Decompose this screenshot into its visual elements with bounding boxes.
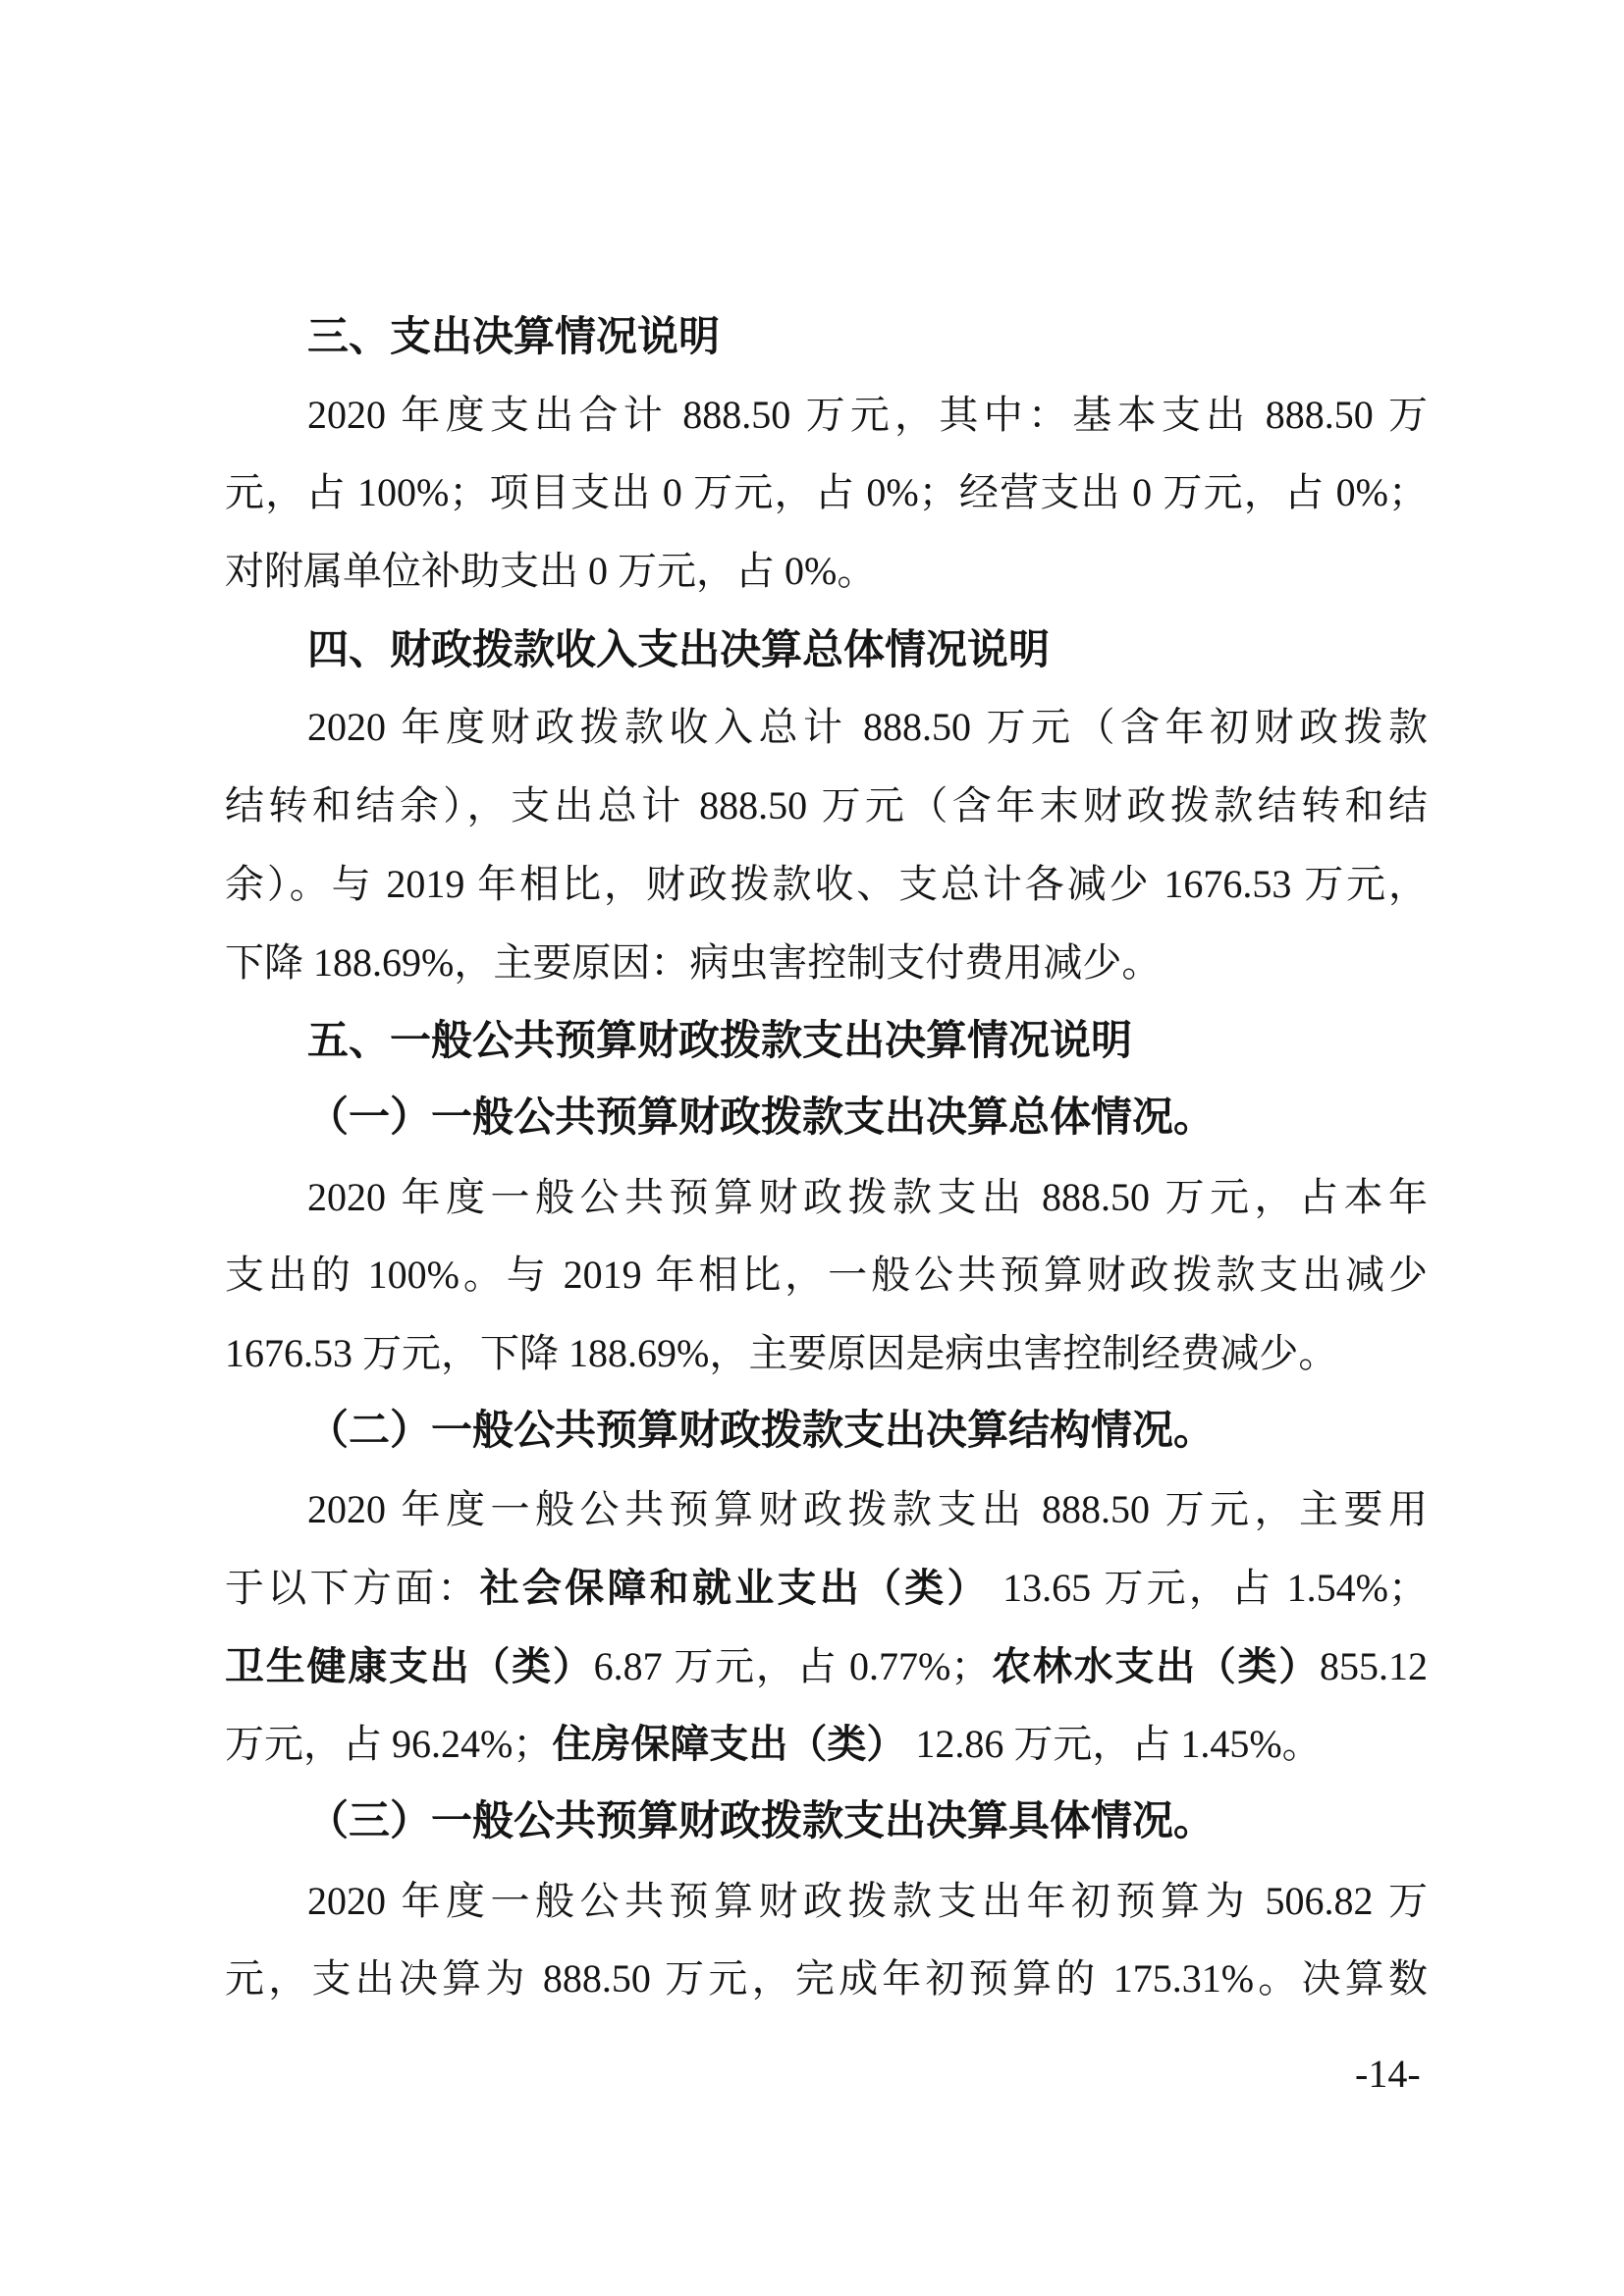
section-heading: 三、支出决算情况说明 xyxy=(307,313,721,359)
body-text-line xyxy=(225,1549,1428,1628)
body-text-line: 余）。与 2019 年相比，财政拨款收、支总计各减少 1676.53 万元， xyxy=(225,861,1428,906)
body-text-line: 2020 年度一般公共预算财政拨款支出 888.50 万元，占本年 xyxy=(307,1174,1428,1219)
bold-term: 社会保障和就业支出（类） xyxy=(479,1566,990,1610)
bold-term: 农林水支出（类） xyxy=(990,1643,1321,1688)
text-segment: 于以下方面： xyxy=(225,1566,480,1610)
subsection-heading: （二）一般公共预算财政拨款支出决算结构情况。 xyxy=(307,1408,1216,1454)
body-text-line: 元，支出决算为 888.50 万元，完成年初预算的 175.31%。决算数 xyxy=(225,1956,1428,2002)
subsection-heading: （三）一般公共预算财政拨款支出决算具体情况。 xyxy=(307,1799,1216,1845)
body-text-line xyxy=(225,1705,1428,1784)
page-number: -14- xyxy=(1355,2052,1421,2096)
body-text-line: 1676.53 万元，下降 188.69%，主要原因是病虫害控制经费减少。 xyxy=(225,1330,1338,1375)
body-text-line: 2020 年度一般公共预算财政拨款支出 888.50 万元，主要用 xyxy=(307,1487,1428,1532)
section-heading: 五、一般公共预算财政拨款支出决算情况说明 xyxy=(307,1017,1133,1064)
body-text-line: 2020 年度一般公共预算财政拨款支出年初预算为 506.82 万 xyxy=(307,1878,1428,1923)
text-segment: 6.87 万元，占 0.77%； xyxy=(593,1643,991,1688)
body-text-line: 结转和结余），支出总计 888.50 万元（含年末财政拨款结转和结 xyxy=(225,783,1428,828)
bold-term: 卫生健康支出（类） xyxy=(225,1643,594,1688)
body-text-line: 支出的 100%。与 2019 年相比，一般公共预算财政拨款支出减少 xyxy=(225,1253,1428,1298)
text-column xyxy=(225,297,1428,2018)
subsection-heading: （一）一般公共预算财政拨款支出决算总体情况。 xyxy=(307,1095,1216,1141)
body-text-line: 对附属单位补助支出 0 万元，占 0%。 xyxy=(225,549,877,594)
text-segment: 12.86 万元，占 1.45%。 xyxy=(905,1722,1322,1767)
text-segment: 13.65 万元，占 1.54%； xyxy=(989,1566,1429,1610)
body-text-line: 2020 年度财政拨款收入总计 888.50 万元（含年初财政拨款 xyxy=(307,705,1428,750)
text-segment: 855.12 xyxy=(1320,1643,1429,1688)
body-text-line xyxy=(225,1628,1428,1706)
text-segment: 万元，占 96.24%； xyxy=(225,1722,553,1767)
body-text-line: 下降 188.69%，主要原因：病虫害控制支付费用减少。 xyxy=(225,939,1162,985)
body-text-line: 元，占 100%；项目支出 0 万元，占 0%；经营支出 0 万元，占 0%； xyxy=(225,470,1428,515)
body-text-line: 2020 年度支出合计 888.50 万元，其中：基本支出 888.50 万 xyxy=(307,392,1428,437)
section-heading: 四、财政拨款收入支出决算总体情况说明 xyxy=(307,625,1051,672)
bold-term: 住房保障支出（类） xyxy=(552,1722,906,1767)
